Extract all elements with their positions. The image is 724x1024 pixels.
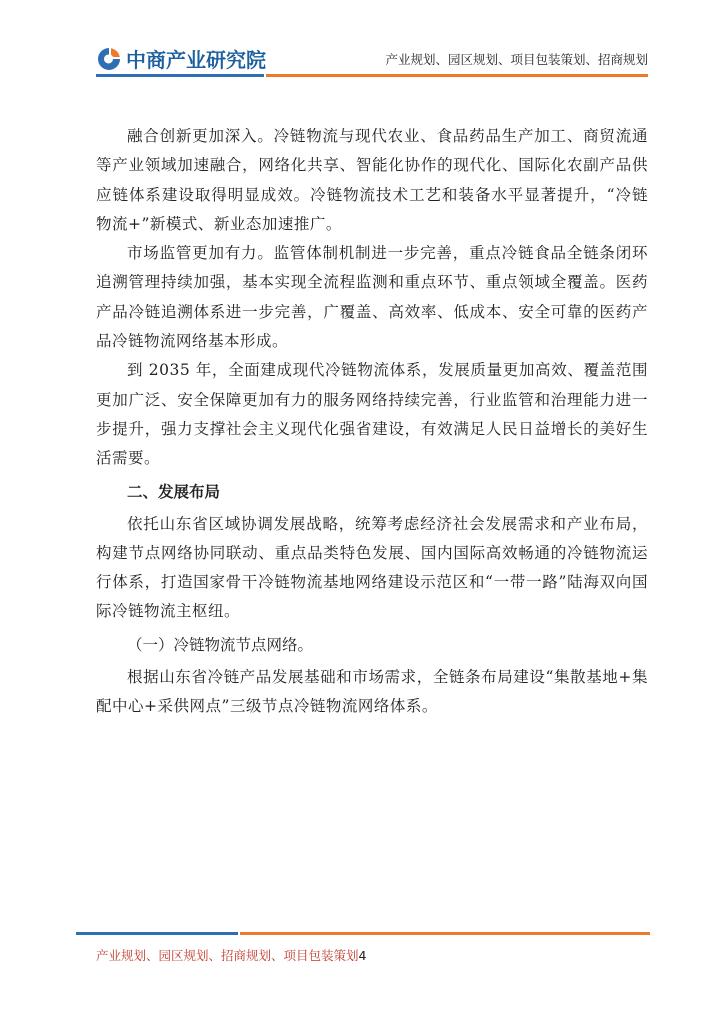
paragraph-layout: 依托山东省区域协调发展战略，统筹考虑经济社会发展需求和产业布局，构建节点网络协同联动、重点品类特色发展、国内国际高效畅通的冷链物流运行体系，打造国家骨干冷链物流基地网络建设示范区和“一带一路”陆海双向国际冷链物流主枢纽。 (96, 514, 648, 621)
paragraph-integration: 融合创新更加深入。冷链物流与现代农业、食品药品生产加工、商贸流通等产业领域加速融合，网络化共享、智能化协作的现代化、国际化农副产品供应链体系建设取得明显成效。冷链物流技术工艺和装备水平显著提升，“冷链物流+”新模式、新业态加速推广。 (96, 127, 648, 233)
header-tagline: 产业规划、园区规划、项目包装策划、招商规划 (385, 52, 648, 67)
header-divider-blue (96, 74, 264, 77)
document-body (96, 122, 648, 721)
page-header (0, 0, 724, 80)
logo (96, 44, 266, 73)
footer-divider-orange (240, 932, 650, 935)
paragraph-supervision: 市场监管更加有力。监管体制机制进一步完善，重点冷链食品全链条闭环追溯管理持续加强，基本实现全流程监测和重点环节、重点领域全覆盖。医药产品冷链追溯体系进一步完善，广覆盖、高效率、低成本、安全可靠的医药产品冷链物流网络基本形成。 (96, 244, 648, 351)
footer-tagline: 产业规划、园区规划、招商规划、项目包装策划 (96, 948, 359, 963)
logo-icon (96, 46, 122, 72)
paragraph-nodes: 根据山东省冷链产品发展基础和市场需求，全链条布局建设“集散基地+集配中心+采供网点”三级节点冷链物流网络体系。 (96, 667, 648, 716)
paragraph-2035-goal: 到 2035 年，全面建成现代冷链物流体系，发展质量更加高效、覆盖范围更加广泛、安全保障更加有力的服务网络持续完善，行业监管和治理能力进一步提升，强力支撑社会主义现代化强省建设，有效满足人民日益增长的美好生活需要。 (96, 361, 648, 468)
page-footer (96, 946, 366, 964)
footer-divider-blue (76, 932, 238, 935)
section-heading-layout: 二、发展布局 (127, 482, 221, 501)
logo-text: 中商产业研究院 (126, 48, 266, 72)
page-number: 4 (358, 948, 367, 963)
subsection-heading-nodes: （一）冷链物流节点网络。 (127, 635, 314, 654)
header-divider-orange (266, 74, 648, 77)
